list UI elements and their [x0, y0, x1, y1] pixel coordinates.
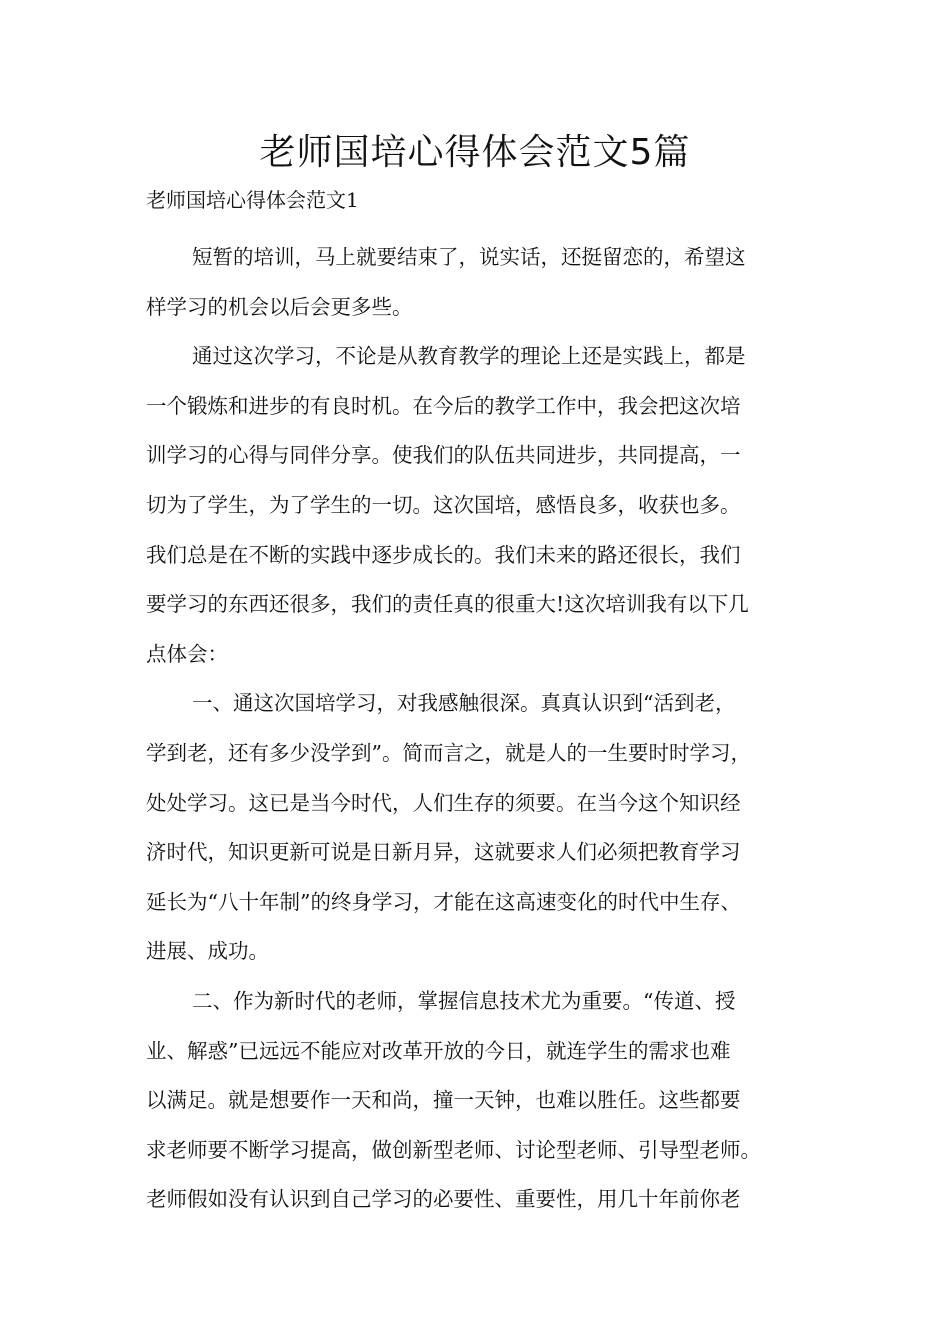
paragraph-line: 点体会：: [146, 641, 228, 666]
paragraph-line: 济时代，知识更新可说是日新月异，这就要求人们必须把教育学习: [146, 840, 741, 865]
paragraph-line: 以满足。就是想要作一天和尚，撞一天钟，也难以胜任。这些都要: [146, 1088, 741, 1113]
paragraph-line: 要学习的东西还很多，我们的责任真的很重大!这次培训我有以下几: [146, 592, 749, 617]
paragraph-1: [146, 233, 822, 332]
paragraph-line: 老师假如没有认识到自己学习的必要性、重要性，用几十年前你老: [146, 1187, 741, 1212]
paragraph-line: 业、解惑”已远远不能应对改革开放的今日，就连学生的需求也难: [146, 1038, 731, 1063]
paragraph-line: 学到老，还有多少没学到”。简而言之，就是人的一生要时时学习，: [146, 740, 751, 765]
paragraph-line: 二、作为新时代的老师，掌握信息技术尤为重要。“传道、授: [192, 988, 736, 1013]
paragraph-4: [146, 977, 822, 1225]
document-title: 老师国培心得体会范文5篇: [259, 132, 691, 173]
paragraph-line: 训学习的心得与同伴分享。使我们的队伍共同进步，共同提高，一: [146, 443, 741, 468]
section-heading: 老师国培心得体会范文1: [146, 188, 359, 212]
paragraph-line: 处处学习。这已是当今时代，人们生存的须要。在当今这个知识经: [146, 790, 741, 815]
document-body: [146, 233, 822, 1225]
paragraph-line: 求老师要不断学习提高，做创新型老师、讨论型老师、引导型老师。: [146, 1137, 761, 1162]
paragraph-line: 短暂的培训，马上就要结束了，说实话，还挺留恋的，希望这: [192, 245, 746, 269]
paragraph-2: [146, 332, 822, 679]
paragraph-line: 延长为“八十年制”的终身学习，才能在这高速变化的时代中生存、: [146, 889, 741, 914]
paragraph-line: 通过这次学习，不论是从教育教学的理论上还是实践上，都是: [192, 344, 746, 369]
paragraph-line: 进展、成功。: [146, 939, 269, 964]
paragraph-3: [146, 679, 822, 977]
paragraph-line: 我们总是在不断的实践中逐步成长的。我们未来的路还很长，我们: [146, 542, 741, 567]
paragraph-line: 一、通这次国培学习，对我感触很深。真真认识到“活到老，: [192, 691, 736, 716]
paragraph-line: 一个锻炼和进步的有良时机。在今后的教学工作中，我会把这次培: [146, 393, 741, 418]
paragraph-line: 样学习的机会以后会更多些。: [146, 294, 413, 319]
paragraph-line: 切为了学生，为了学生的一切。这次国培，感悟良多，收获也多。: [146, 492, 741, 517]
